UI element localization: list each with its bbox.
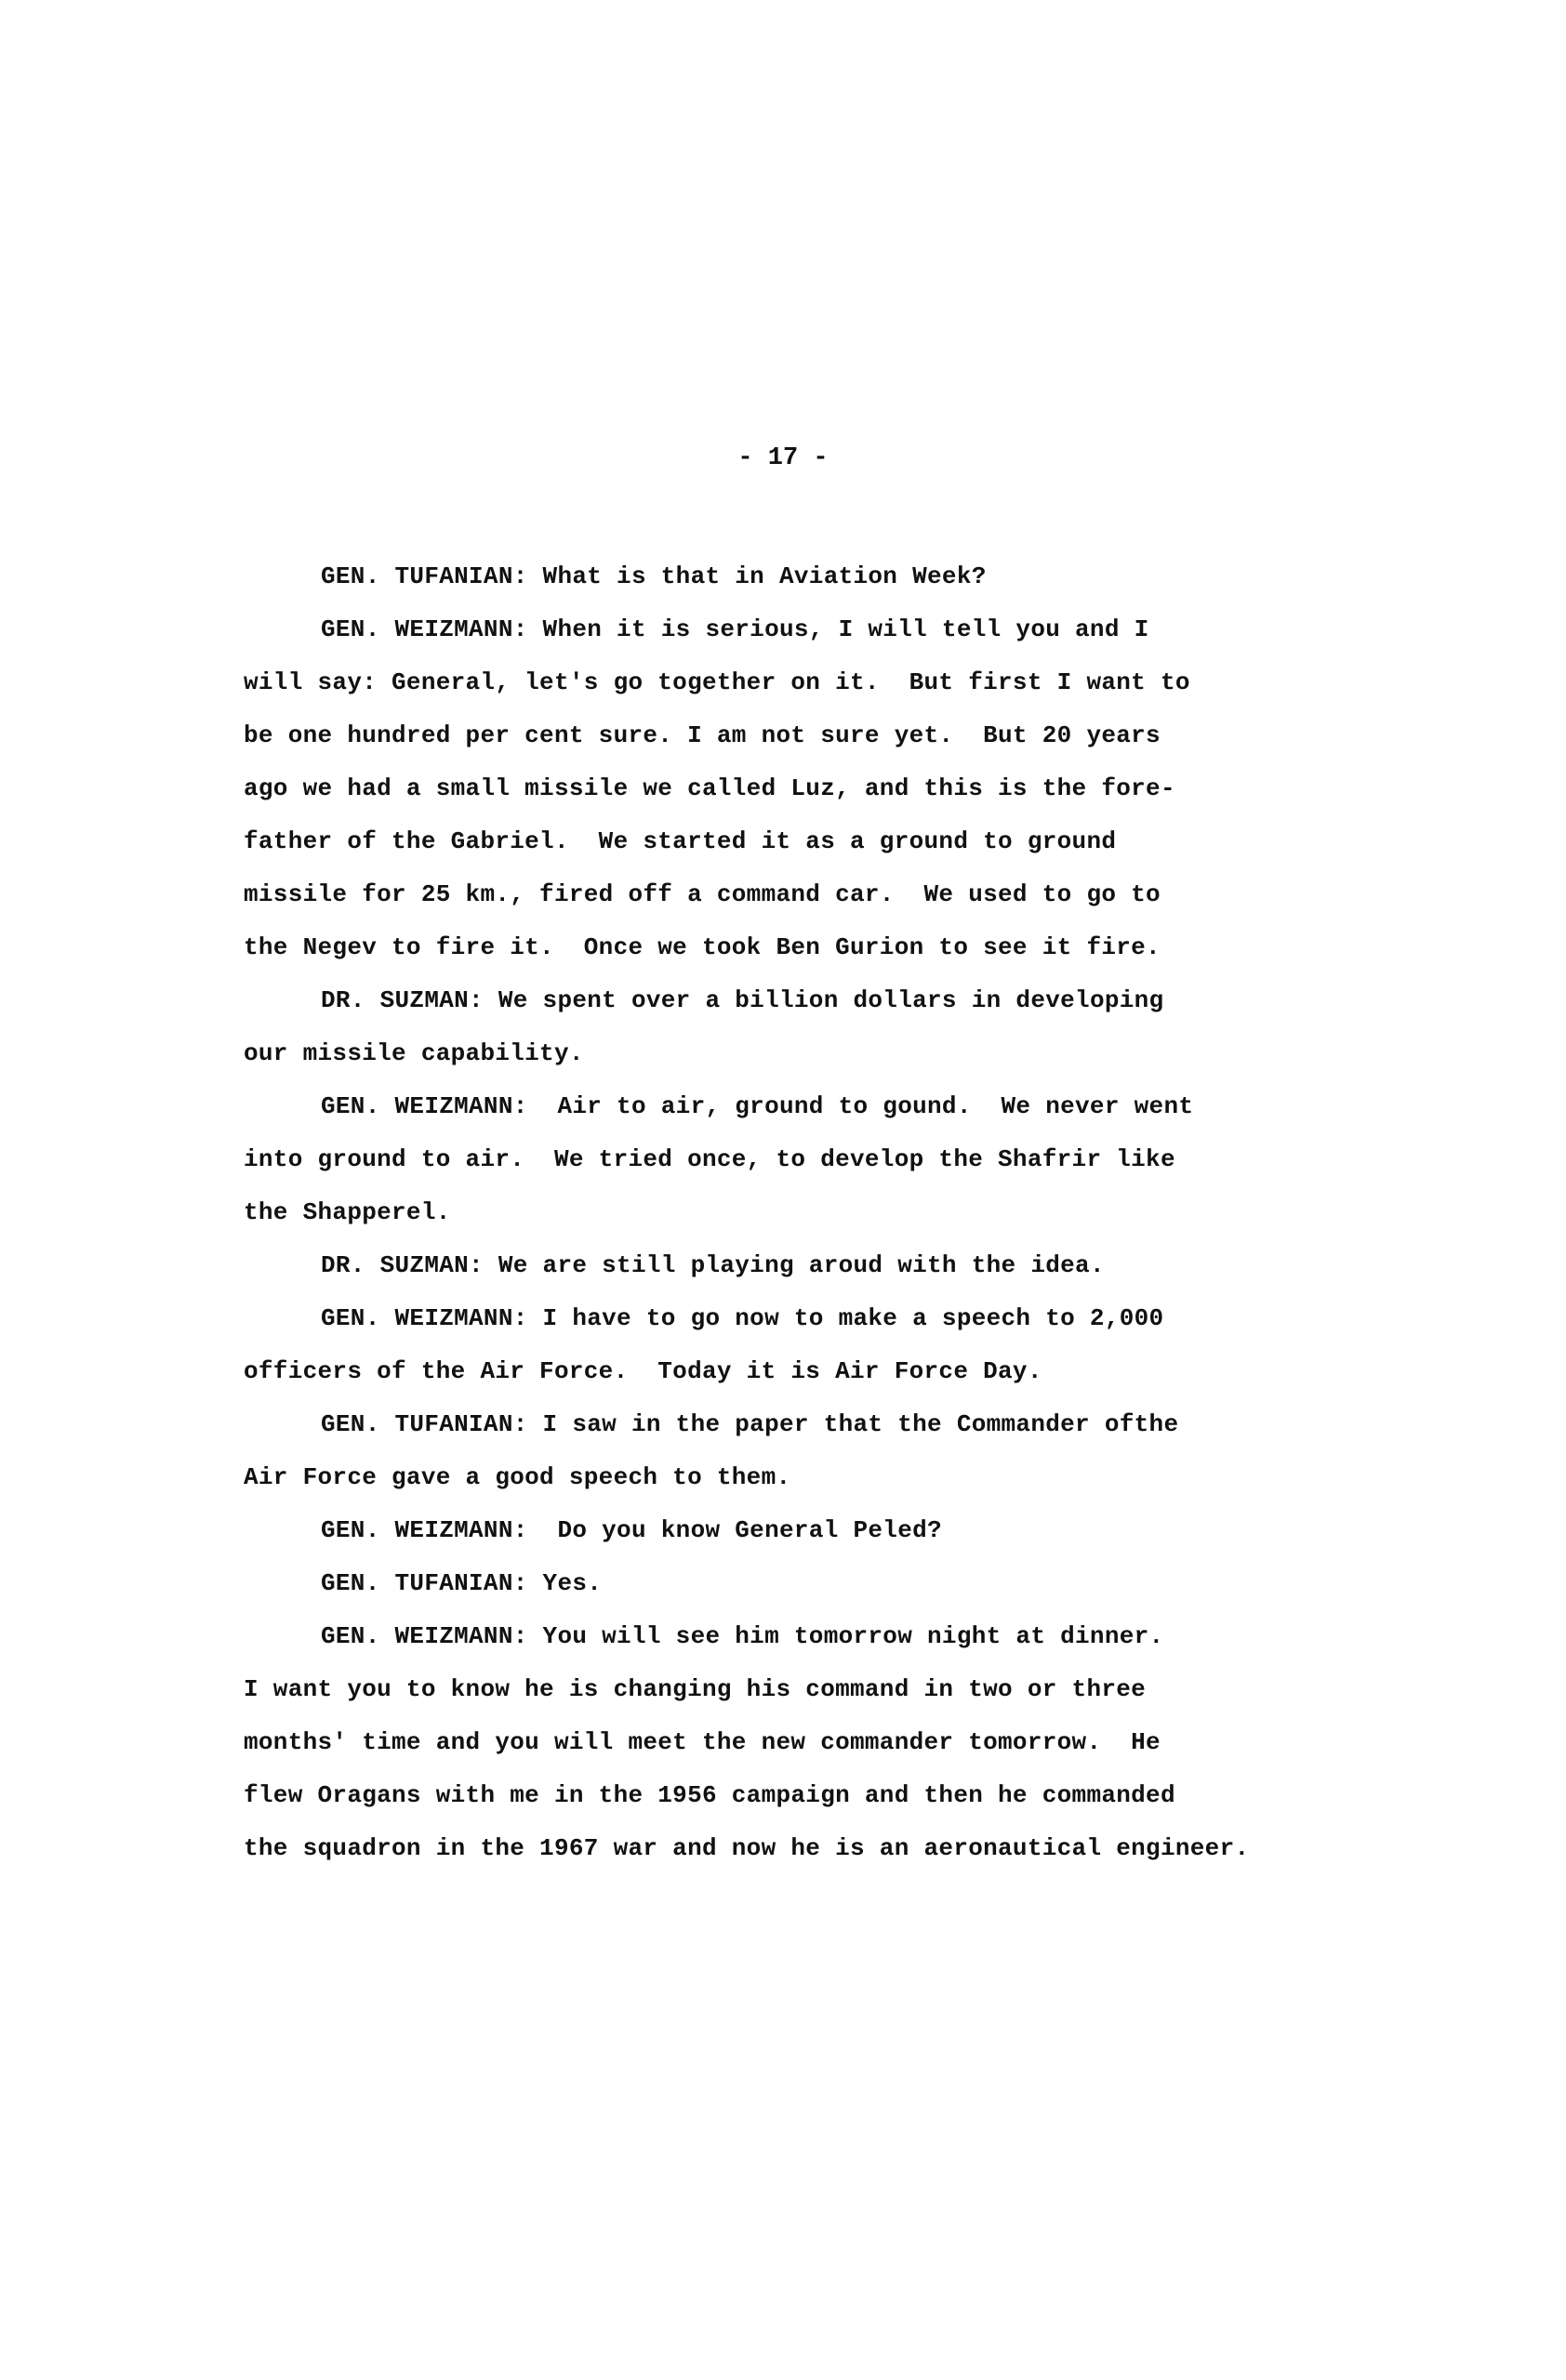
line-text: Do you know General Peled? xyxy=(527,1516,942,1544)
transcript-line xyxy=(244,1822,1360,1875)
line-text: You will see him tomorrow night at dinner. xyxy=(527,1622,1164,1650)
line-text: the Shapperel. xyxy=(244,1198,451,1226)
transcript-line xyxy=(244,1186,1360,1239)
line-text: I saw in the paper that the Commander ofthe xyxy=(527,1410,1179,1438)
line-text: ago we had a small missile we called Luz, and this is the fore- xyxy=(244,774,1175,802)
transcript-line xyxy=(244,1769,1360,1822)
transcript-body xyxy=(244,550,1360,1875)
transcript-line xyxy=(244,1716,1360,1769)
line-text: into ground to air. We tried once, to develop the Shafrir like xyxy=(244,1145,1175,1173)
transcript-line xyxy=(244,762,1360,815)
line-text: Air to air, ground to gound. We never went xyxy=(527,1092,1194,1120)
transcript-line xyxy=(244,868,1360,921)
line-text: What is that in Aviation Week? xyxy=(527,562,987,590)
line-text: missile for 25 km., fired off a command car. We used to go to xyxy=(244,880,1161,908)
transcript-line xyxy=(244,1292,1360,1345)
line-text: We spent over a billion dollars in developing xyxy=(483,986,1164,1014)
transcript-line xyxy=(244,815,1360,868)
transcript-line xyxy=(244,1133,1360,1186)
transcript-line xyxy=(244,1345,1360,1398)
speaker-label: GEN. TUFANIAN: xyxy=(321,562,528,590)
line-text: Air Force gave a good speech to them. xyxy=(244,1463,791,1491)
line-text: I want you to know he is changing his command in two or three xyxy=(244,1675,1147,1703)
line-text: father of the Gabriel. We started it as a ground to ground xyxy=(244,827,1117,855)
line-text: be one hundred per cent sure. I am not sure yet. But 20 years xyxy=(244,721,1161,749)
transcript-line xyxy=(244,1398,1360,1451)
speaker-label: GEN. WEIZMANN: xyxy=(321,1516,528,1544)
transcript-line xyxy=(244,656,1360,709)
line-text: the Negev to fire it. Once we took Ben Gurion to see it fire. xyxy=(244,933,1161,961)
transcript-line xyxy=(244,603,1360,656)
line-text: Yes. xyxy=(527,1569,603,1597)
transcript-line xyxy=(244,1451,1360,1504)
line-text: I have to go now to make a speech to 2,000 xyxy=(527,1304,1164,1332)
line-text: will say: General, let's go together on it. But first I want to xyxy=(244,668,1190,696)
line-text: We are still playing aroud with the idea. xyxy=(483,1251,1105,1279)
line-text: the squadron in the 1967 war and now he is an aeronautical engineer. xyxy=(244,1834,1250,1862)
transcript-line xyxy=(244,1610,1360,1663)
page-number: - 17 - xyxy=(737,444,829,472)
transcript-line xyxy=(244,550,1360,603)
line-text: months' time and you will meet the new commander tomorrow. He xyxy=(244,1728,1161,1756)
transcript-line xyxy=(244,709,1360,762)
transcript-line xyxy=(244,1663,1360,1716)
speaker-label: GEN. TUFANIAN: xyxy=(321,1569,528,1597)
speaker-label: GEN. WEIZMANN: xyxy=(321,615,528,643)
transcript-line xyxy=(244,1504,1360,1557)
speaker-label: GEN. WEIZMANN: xyxy=(321,1092,528,1120)
transcript-line xyxy=(244,974,1360,1027)
line-text: flew Oragans with me in the 1956 campaign and then he commanded xyxy=(244,1781,1175,1809)
speaker-label: DR. SUZMAN: xyxy=(321,1251,484,1279)
speaker-label: GEN. TUFANIAN: xyxy=(321,1410,528,1438)
line-text: officers of the Air Force. Today it is Air Force Day. xyxy=(244,1357,1042,1385)
speaker-label: GEN. WEIZMANN: xyxy=(321,1622,528,1650)
transcript-line xyxy=(244,1557,1360,1610)
speaker-label: DR. SUZMAN: xyxy=(321,986,484,1014)
line-text: our missile capability. xyxy=(244,1039,584,1067)
line-text: When it is serious, I will tell you and I xyxy=(527,615,1149,643)
transcript-line xyxy=(244,1027,1360,1080)
transcript-line xyxy=(244,921,1360,974)
transcript-line xyxy=(244,1239,1360,1292)
speaker-label: GEN. WEIZMANN: xyxy=(321,1304,528,1332)
transcript-line xyxy=(244,1080,1360,1133)
